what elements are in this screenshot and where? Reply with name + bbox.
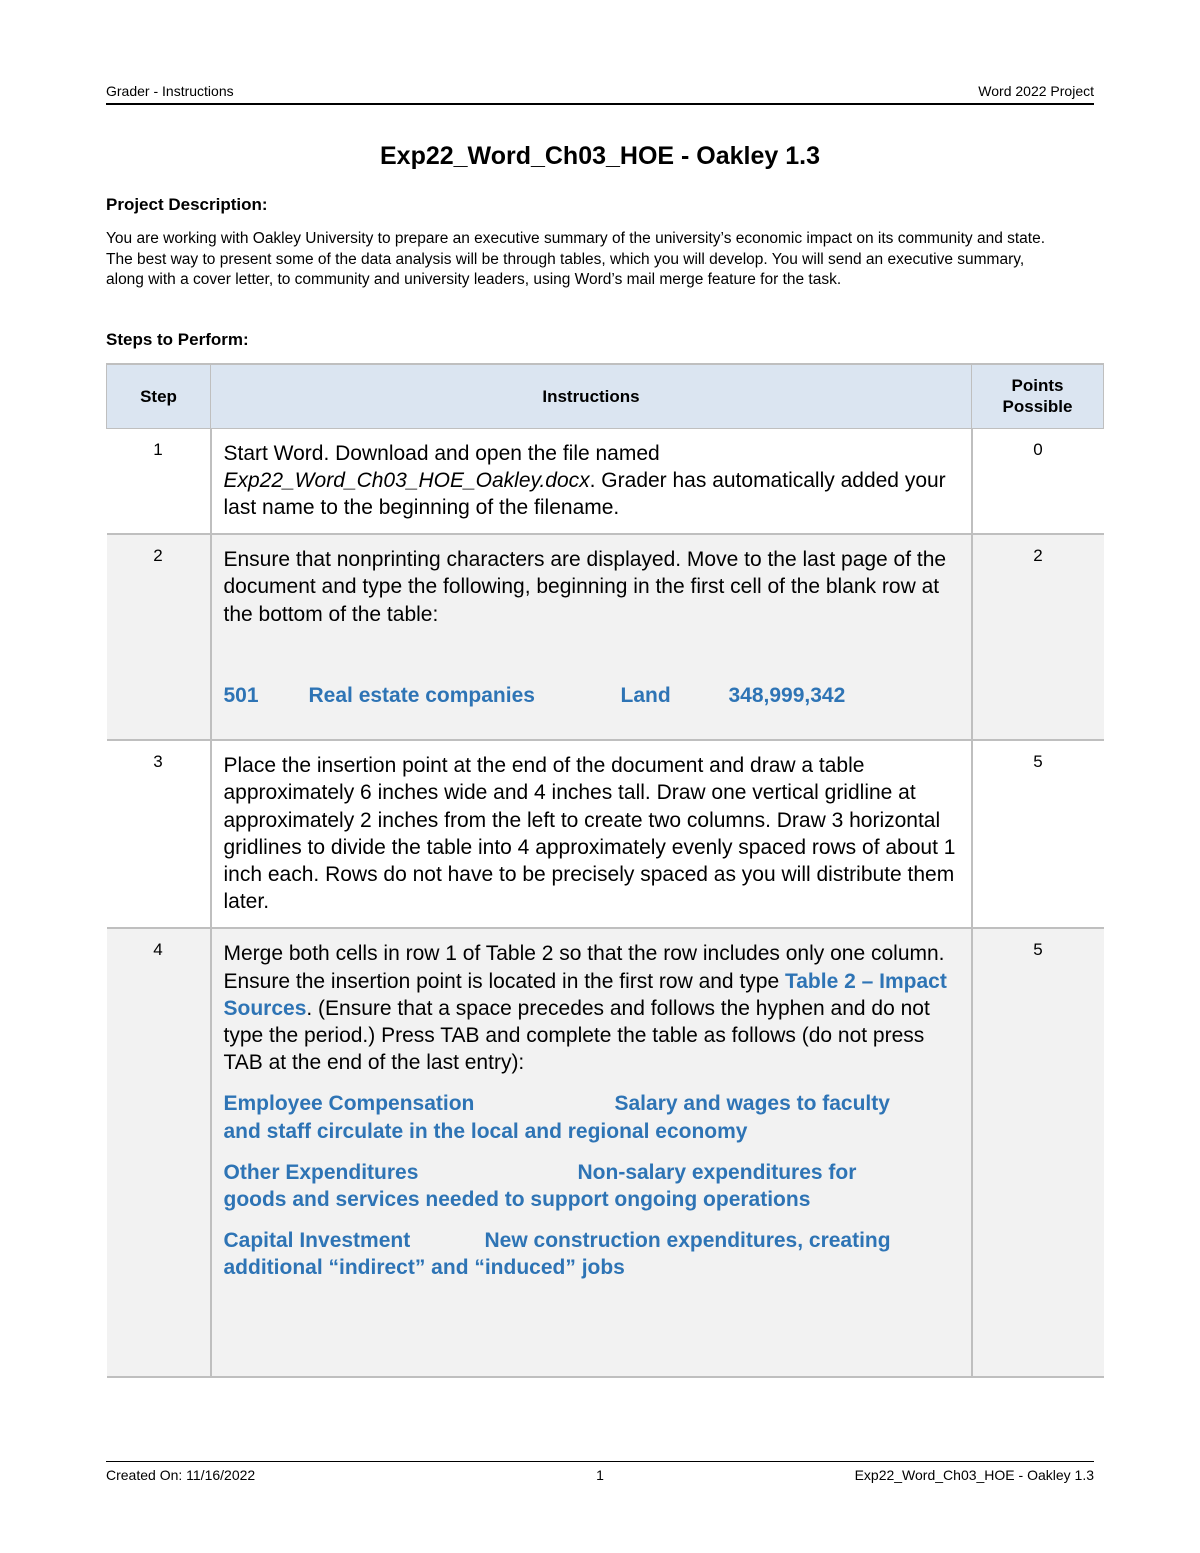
step-points: 5 xyxy=(972,740,1104,928)
footer-document-id: Exp22_Word_Ch03_HOE - Oakley 1.3 xyxy=(854,1467,1094,1483)
step-instructions: Place the insertion point at the end of the document and draw a table approximately 6 inches wide and 4 inches tall. Draw one vertical gridline at approximately 2 inches from the left to create two columns. Draw 3 horizontal gridlines to divide the table into 4 approximately evenly spaced rows of about 1 inch each. Rows do not have to be precisely spaced as you will distribute them later. xyxy=(211,740,972,928)
table-row xyxy=(107,740,1104,928)
document-title: Exp22_Word_Ch03_HOE - Oakley 1.3 xyxy=(379,142,820,170)
table-row xyxy=(107,928,1104,1377)
entry-description: goods and services needed to support ongoing operations xyxy=(223,1187,811,1211)
entry-code: 501 xyxy=(223,683,259,707)
typed-entry xyxy=(224,682,961,709)
entry-other-expenditures xyxy=(224,1159,961,1213)
step-number: 1 xyxy=(107,428,211,534)
entry-term: Other Expenditures xyxy=(223,1160,419,1184)
entry-value: 348,999,342 xyxy=(728,683,846,707)
step-number: 2 xyxy=(107,534,211,740)
entry-category: Land xyxy=(620,683,671,707)
project-description-text: You are working with Oakley University to prepare an executive summary of the university’s economic impact on its community and state. The best way to present some of the data analysis will be through tables, which you will develop. You will send an executive summary, along with a cover letter, to community and university leaders, using Word’s mail merge feature for the task. xyxy=(106,230,1046,288)
step-instructions xyxy=(211,428,972,534)
entry-term: Capital Investment xyxy=(223,1229,411,1253)
steps-table xyxy=(106,363,1104,1378)
step-number: 4 xyxy=(107,928,211,1377)
header-points-line1: Points xyxy=(1011,376,1064,396)
project-description-label: Project Description: xyxy=(106,195,268,214)
header-instructions: Instructions xyxy=(211,364,972,428)
instruction-text: Start Word. Download and open the file named xyxy=(223,441,660,465)
table-header-row xyxy=(107,364,1104,428)
step-instructions xyxy=(211,534,972,740)
table-row xyxy=(107,428,1104,534)
entry-name: Real estate companies xyxy=(308,683,535,707)
step-points: 2 xyxy=(972,534,1104,740)
footer-created-on: Created On: 11/16/2022 xyxy=(106,1467,256,1483)
instruction-text: . (Ensure that a space precedes and follows the hyphen and do not type the period.) Press TAB and complete the table as follows (do not press TAB at the end of the last entry): xyxy=(223,996,930,1075)
header-left: Grader - Instructions xyxy=(106,83,234,99)
instruction-text: . Grader has automatically added your last name to the beginning of the filename. xyxy=(223,468,946,519)
table-row xyxy=(107,534,1104,740)
header-points xyxy=(972,364,1104,428)
page-footer xyxy=(106,1461,1094,1485)
typed-text: Table 2 – Impact Sources xyxy=(223,969,947,1020)
entry-description: New construction expenditures, creating xyxy=(484,1229,891,1253)
steps-label: Steps to Perform: xyxy=(106,330,249,349)
header-right: Word 2022 Project xyxy=(978,83,1094,99)
entry-term: Employee Compensation xyxy=(223,1092,475,1116)
step-number: 3 xyxy=(107,740,211,928)
step-instructions xyxy=(211,928,972,1377)
entry-description: Salary and wages to faculty xyxy=(614,1092,890,1116)
entry-description: Non-salary expenditures for xyxy=(577,1160,857,1184)
entry-description: additional “indirect” and “induced” jobs xyxy=(223,1256,625,1280)
step-points: 5 xyxy=(972,928,1104,1377)
step-points: 0 xyxy=(972,428,1104,534)
filename: Exp22_Word_Ch03_HOE_Oakley.docx xyxy=(223,468,590,492)
page-header xyxy=(106,83,1094,105)
footer-page-number: 1 xyxy=(596,1467,604,1483)
instruction-text: Ensure that nonprinting characters are displayed. Move to the last page of the document and type the following, beginning in the first cell of the blank row at the bottom of the table: xyxy=(223,548,947,626)
entry-employee-compensation xyxy=(224,1090,961,1144)
header-points-line2: Possible xyxy=(1002,397,1073,417)
entry-capital-investment xyxy=(224,1227,961,1281)
header-step: Step xyxy=(107,364,211,428)
entry-description: and staff circulate in the local and regional economy xyxy=(223,1119,748,1143)
instruction-text: Merge both cells in row 1 of Table 2 so that the row includes only one column. Ensure the insertion point is located in the first row and type xyxy=(223,942,945,993)
